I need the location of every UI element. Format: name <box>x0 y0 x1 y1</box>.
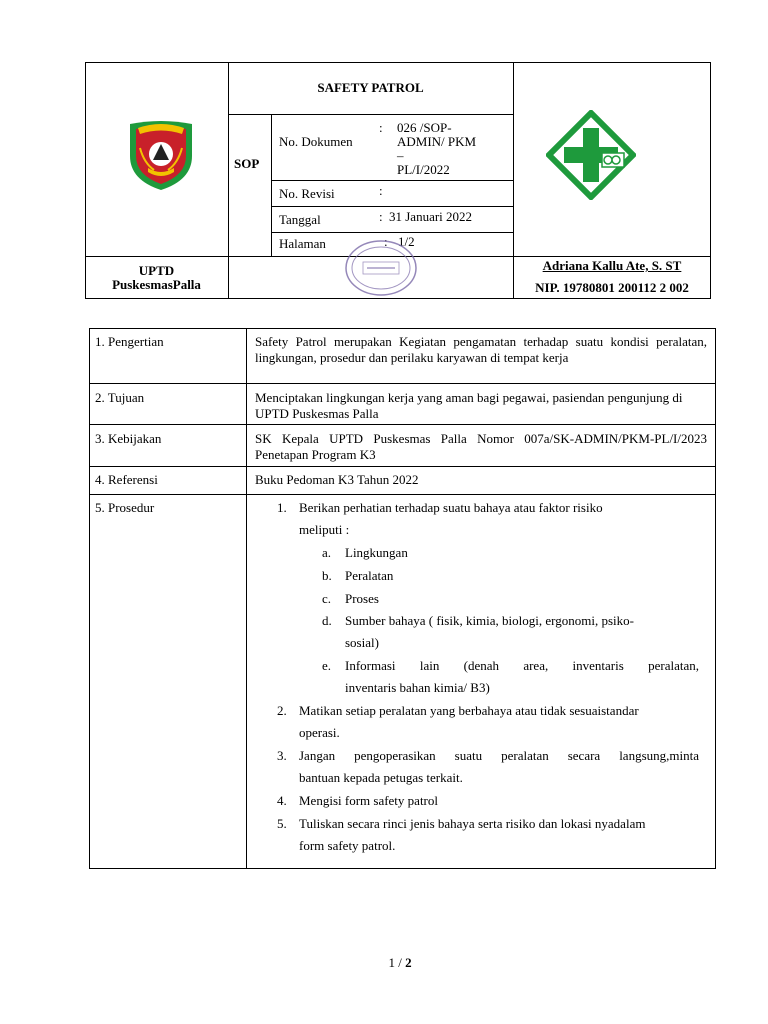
step-number: 1. <box>277 500 287 515</box>
section-label-pengertian: 1. Pengertian <box>95 334 164 349</box>
sub-item-letter: c. <box>322 591 332 606</box>
sub-item-letter: b. <box>322 568 332 583</box>
regional-crest-logo <box>124 118 198 192</box>
step-line: Jangan pengoperasikan suatu peralatan secara langsung,minta <box>299 748 699 763</box>
sub-item-line: Sumber bahaya ( fisik, kimia, biologi, ergonomi, psiko- <box>345 613 634 628</box>
step-line: Tuliskan secara rinci jenis bahaya serta risiko dan lokasi nyadalam <box>299 816 646 831</box>
field-value-line: ADMIN/ PKM <box>397 134 477 149</box>
field-value-line: PL/I/2022 <box>397 162 450 177</box>
section-label-kebijakan: 3. Kebijakan <box>95 431 162 446</box>
step-line: Matikan setiap peralatan yang berbahaya atau tidak sesuaistandar <box>299 703 639 718</box>
sop-label: SOP <box>234 156 260 171</box>
sub-item-line: inventaris bahan kimia/ B3) <box>345 680 490 695</box>
page-number <box>370 955 430 971</box>
official-stamp <box>343 238 419 298</box>
section-label-referensi: 4. Referensi <box>95 472 158 487</box>
sub-item-line: sosial) <box>345 635 379 650</box>
sub-item-letter: d. <box>322 613 332 628</box>
section-text-pengertian: Safety Patrol merupakan Kegiatan pengamatan terhadap suatu kondisi peralatan, lingkungan, prosedur dan perilaku karyawan di tempat kerja <box>255 334 707 365</box>
field-label-no-revisi: No. Revisi <box>279 186 335 201</box>
step-number: 5. <box>277 816 287 831</box>
step-number: 4. <box>277 793 287 808</box>
step-line: bantuan kepada petugas terkait. <box>299 770 463 785</box>
field-value-tanggal: 31 Januari 2022 <box>389 209 473 224</box>
field-colon: : <box>379 183 383 198</box>
field-colon: : <box>379 209 383 224</box>
puskesmas-logo <box>546 110 636 200</box>
org-name-line2: PuskesmasPalla <box>112 277 201 292</box>
step-number: 3. <box>277 748 287 763</box>
field-label-no-dokumen: No. Dokumen <box>279 134 353 149</box>
step-line: meliputi : <box>299 522 350 537</box>
signatory-nip: NIP. 19780801 200112 2 002 <box>535 280 689 295</box>
signatory-name: Adriana Kallu Ate, S. ST <box>542 258 682 273</box>
step-line: form safety patrol. <box>299 838 396 853</box>
sub-item-line: Lingkungan <box>345 545 408 560</box>
step-line: operasi. <box>299 725 340 740</box>
field-value-line: 026 /SOP- <box>397 120 452 135</box>
sub-item-letter: a. <box>322 545 332 560</box>
page-separator: / <box>394 955 406 970</box>
field-colon: : <box>379 120 383 135</box>
document-title: SAFETY PATROL <box>317 80 424 95</box>
step-line: Mengisi form safety patrol <box>299 793 438 808</box>
field-value-halaman: 1/2 <box>398 234 415 249</box>
page-current: 1 <box>388 955 395 970</box>
section-text-tujuan: Menciptakan lingkungan kerja yang aman bagi pegawai, pasiendan pengunjung di UPTD Puskesmas Palla <box>255 390 683 421</box>
sub-item-line: Proses <box>345 591 379 606</box>
sub-item-line: Peralatan <box>345 568 394 583</box>
section-text-referensi: Buku Pedoman K3 Tahun 2022 <box>255 472 419 487</box>
section-label-prosedur: 5. Prosedur <box>95 500 155 515</box>
field-label-halaman: Halaman <box>279 236 326 251</box>
sub-item-line: Informasi lain (denah area, inventaris peralatan, <box>345 658 699 673</box>
step-number: 2. <box>277 703 287 718</box>
step-line: Berikan perhatian terhadap suatu bahaya atau faktor risiko <box>299 500 603 515</box>
sub-item-letter: e. <box>322 658 332 673</box>
org-name-line1: UPTD <box>138 263 175 278</box>
field-value-line: – <box>397 148 404 163</box>
page-total: 2 <box>405 955 412 970</box>
section-text-kebijakan: SK Kepala UPTD Puskesmas Palla Nomor 007a/SK-ADMIN/PKM-PL/I/2023 Penetapan Program K3 <box>255 431 707 462</box>
field-colon: : <box>384 234 388 249</box>
field-label-tanggal: Tanggal <box>279 212 321 227</box>
section-label-tujuan: 2. Tujuan <box>95 390 145 405</box>
